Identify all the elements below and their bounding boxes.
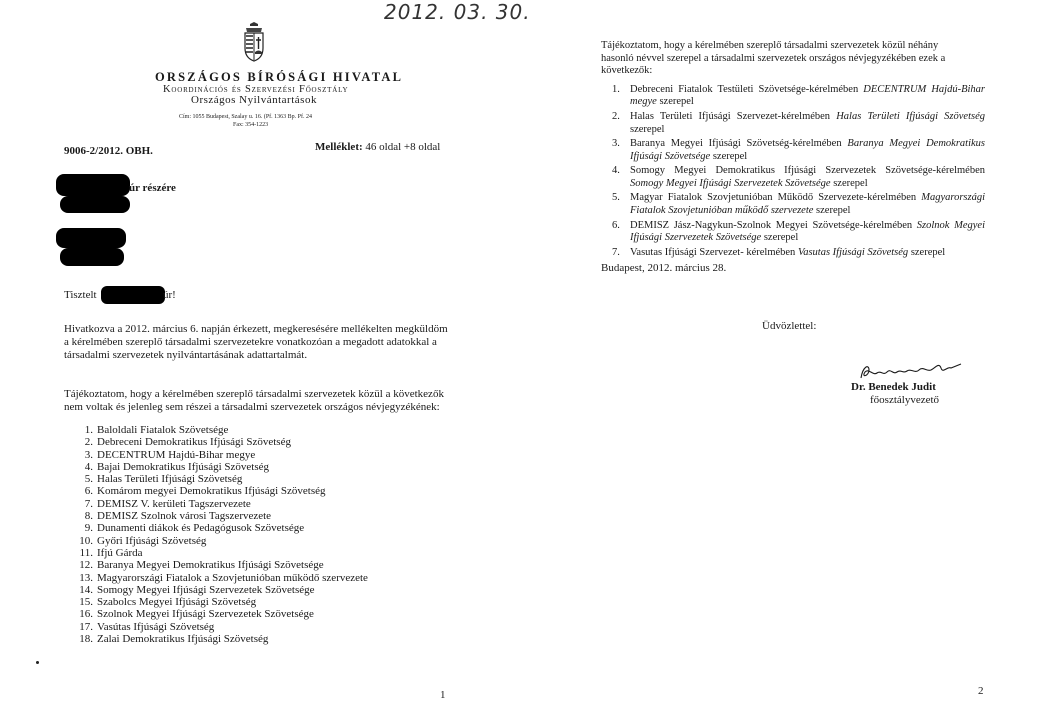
item-italic-name: Szolnok Megyei Ifjúsági Szervezetek Szövetsége <box>630 219 985 243</box>
paragraph-line: következők: <box>601 65 653 77</box>
redaction-block <box>60 196 130 213</box>
list-item <box>58 584 368 596</box>
page2-organization-list <box>612 84 985 261</box>
item-number: 5. <box>84 473 93 486</box>
salutation-start: Tisztelt <box>64 289 97 301</box>
item-text: Halas Területi Ifjúsági Szövetség <box>97 473 243 486</box>
attachment-value: 46 oldal +8 oldal <box>365 141 441 153</box>
signer-title: főosztályvezető <box>870 394 940 406</box>
item-suffix: szerepel <box>656 96 694 108</box>
attachment-line <box>315 141 440 153</box>
item-text: Győri Ifjúsági Szövetség <box>97 534 207 547</box>
item-text: Zalai Demokratikus Ifjúsági Szövetség <box>97 633 269 646</box>
item-number: 7. <box>612 246 620 258</box>
item-suffix: szerepel <box>710 150 748 162</box>
list-item <box>58 596 368 608</box>
paragraph-line: Tájékoztatom, hogy a kérelmében szereplő társadalmi szervezetek közül néhány <box>601 40 939 51</box>
handwritten-date: 2012. 03. 30. <box>384 0 531 24</box>
list-item <box>58 461 368 473</box>
item-text: Baranya Megyei Ifjúsági Szövetség-kérelmében <box>630 138 848 150</box>
page1-info-paragraph <box>64 388 444 414</box>
redaction-block <box>56 174 130 196</box>
item-text: Debreceni Demokratikus Ifjúsági Szövetség <box>97 436 291 449</box>
attachment-label: Melléklet: <box>315 141 363 153</box>
page2-intro-paragraph <box>601 40 945 78</box>
item-text: DEMISZ Jász-Nagykun-Szolnok Megyei Szövetsége-kérelmében <box>630 219 917 231</box>
list-item <box>58 559 368 571</box>
registry-name: Országos Nyilvántartások <box>191 94 317 106</box>
list-item <box>58 473 368 485</box>
item-number: 6. <box>84 485 93 498</box>
list-item <box>58 608 368 620</box>
item-number: 2. <box>612 111 620 123</box>
paragraph-line: a kérelmében szereplő társadalmi szervezetekre vonatkozóan a megadott adatokkal a <box>64 336 437 349</box>
paragraph-line: Tájékoztatom, hogy a kérelmében szereplő társadalmi szervezetek közül a következők <box>64 388 444 400</box>
item-text: Somogy Megyei Ifjúsági Szervezetek Szövetsége <box>97 583 315 596</box>
paragraph-line: Hivatkozva a 2012. március 6. napján érkezett, megkeresésére mellékelten megküldöm <box>64 323 448 335</box>
item-suffix: szerepel <box>813 204 851 216</box>
item-italic-name: Baranya Megyei Demokratikus Ifjúsági Szövetsége <box>630 138 985 162</box>
item-text: Dunamenti diákok és Pedagógusok Szövetsége <box>97 522 305 535</box>
salutation-end: úr! <box>163 289 176 301</box>
item-number: 7. <box>84 497 93 510</box>
coat-of-arms-icon <box>241 22 267 62</box>
item-number: 4. <box>612 165 620 177</box>
item-number: 15. <box>79 596 93 609</box>
item-suffix: szerepel <box>630 123 665 135</box>
item-number: 14. <box>79 583 93 596</box>
item-text: Halas Területi Ifjúsági Szervezet-kérelmében <box>630 111 837 123</box>
list-item <box>58 485 368 497</box>
item-italic-name: Halas Területi Ifjúsági Szövetség <box>836 111 985 123</box>
item-number: 18. <box>79 633 93 646</box>
item-text: Bajai Demokratikus Ifjúsági Szövetség <box>97 460 269 473</box>
paragraph-line: nem voltak és jelenleg sem részei a társadalmi szervezetek országos névjegyzékének: <box>64 401 440 414</box>
scan-speck <box>36 661 39 664</box>
item-text: Vasutas Ifjúsági Szervezet- kérelmében <box>630 246 798 258</box>
fax-line: Fax: 354-1223 <box>233 122 269 128</box>
item-number: 9. <box>84 522 93 535</box>
item-text: Vasútas Ifjúsági Szövetség <box>97 620 215 633</box>
item-number: 4. <box>84 460 93 473</box>
item-number: 6. <box>612 219 620 231</box>
item-number: 10. <box>79 534 93 547</box>
list-item <box>58 498 368 510</box>
list-item <box>58 633 368 645</box>
item-suffix: szerepel <box>761 231 799 243</box>
list-item <box>58 449 368 461</box>
page-number: 2 <box>978 685 984 697</box>
item-italic-name: Somogy Megyei Ifjúsági Szervezetek Szövetsége <box>630 177 831 189</box>
list-item <box>612 84 985 109</box>
list-item <box>612 220 985 245</box>
item-number: 17. <box>79 620 93 633</box>
reference-number: 9006-2/2012. OBH. <box>64 145 153 157</box>
list-item <box>612 165 985 190</box>
item-suffix: szerepel <box>830 177 868 189</box>
item-number: 5. <box>612 192 620 204</box>
redaction-block <box>60 248 124 266</box>
item-text: Magyar Fiatalok Szovjetunióban Működő Szervezete-kérelmében <box>630 192 922 204</box>
item-number: 3. <box>612 138 620 150</box>
department-name: Koordinációs és Szervezési Főosztály <box>163 84 349 95</box>
item-suffix: szerepel <box>908 246 946 258</box>
item-text: Ifjú Gárda <box>97 546 143 559</box>
item-number: 11. <box>79 546 93 559</box>
redaction-block <box>101 286 165 304</box>
item-text: DEMISZ V. kerületi Tagszervezete <box>97 497 251 510</box>
item-number: 12. <box>79 559 93 572</box>
list-item <box>58 522 368 534</box>
page1-organization-list <box>58 424 368 645</box>
redaction-block <box>56 228 126 248</box>
address-line: Cím: 1055 Budapest, Szalay u. 16. (Pf. 1363 Bp. Pf. 24 <box>179 114 312 120</box>
item-number: 2. <box>84 436 93 449</box>
item-text: DEMISZ Szolnok városi Tagszervezete <box>97 510 272 523</box>
list-item <box>612 247 985 259</box>
item-number: 8. <box>84 510 93 523</box>
page-number: 1 <box>440 689 446 701</box>
item-number: 3. <box>84 448 93 461</box>
item-text: Somogy Megyei Demokratikus Ifjúsági Szervezetek Szövetsége-kérelmében <box>630 165 985 177</box>
item-text: DECENTRUM Hajdú-Bihar megye <box>97 448 256 461</box>
item-italic-name: Magyarországi Fiatalok Szovjetunióban működő szervezete <box>630 192 985 216</box>
item-text: Komárom megyei Demokratikus Ifjúsági Szövetség <box>97 485 326 498</box>
list-item <box>612 138 985 163</box>
item-number: 1. <box>84 424 93 436</box>
list-item <box>58 547 368 559</box>
item-italic-name: Vasutas Ifjúsági Szövetség <box>797 246 909 258</box>
item-text: Magyarországi Fiatalok a Szovjetunióban működő szervezete <box>97 571 368 584</box>
item-text: Szabolcs Megyei Ifjúsági Szövetség <box>97 596 257 609</box>
list-item <box>58 535 368 547</box>
item-number: 13. <box>79 571 93 584</box>
item-number: 1. <box>612 84 620 95</box>
list-item <box>612 192 985 217</box>
place-date: Budapest, 2012. március 28. <box>601 262 727 274</box>
list-item <box>58 510 368 522</box>
page1-intro-paragraph <box>64 323 448 363</box>
item-text: Debreceni Fiatalok Testületi Szövetsége-kérelmében <box>630 84 864 95</box>
org-name: ORSZÁGOS BÍRÓSÁGI HIVATAL <box>155 70 404 84</box>
paragraph-line: hasonló névvel szerepel a társadalmi szervezetek országos névjegyzékében ezek a <box>601 52 946 64</box>
signer-name: Dr. Benedek Judit <box>851 381 936 393</box>
item-italic-name: DECENTRUM Hajdú-Bihar megye <box>630 84 985 108</box>
list-item <box>58 424 368 436</box>
list-item <box>58 621 368 633</box>
addressee-suffix: úr részére <box>129 182 176 194</box>
item-text: Baranya Megyei Demokratikus Ifjúsági Szövetsége <box>97 559 324 572</box>
list-item <box>58 436 368 448</box>
paragraph-line: társadalmi szervezetek nyilvántartásának adattartalmát. <box>64 349 308 362</box>
item-number: 16. <box>79 608 93 621</box>
list-item <box>612 111 985 136</box>
list-item <box>58 572 368 584</box>
item-text: Szolnok Megyei Ifjúsági Szervezetek Szövetsége <box>97 608 314 621</box>
greeting: Üdvözlettel: <box>762 320 817 332</box>
item-text: Baloldali Fiatalok Szövetsége <box>97 424 229 436</box>
